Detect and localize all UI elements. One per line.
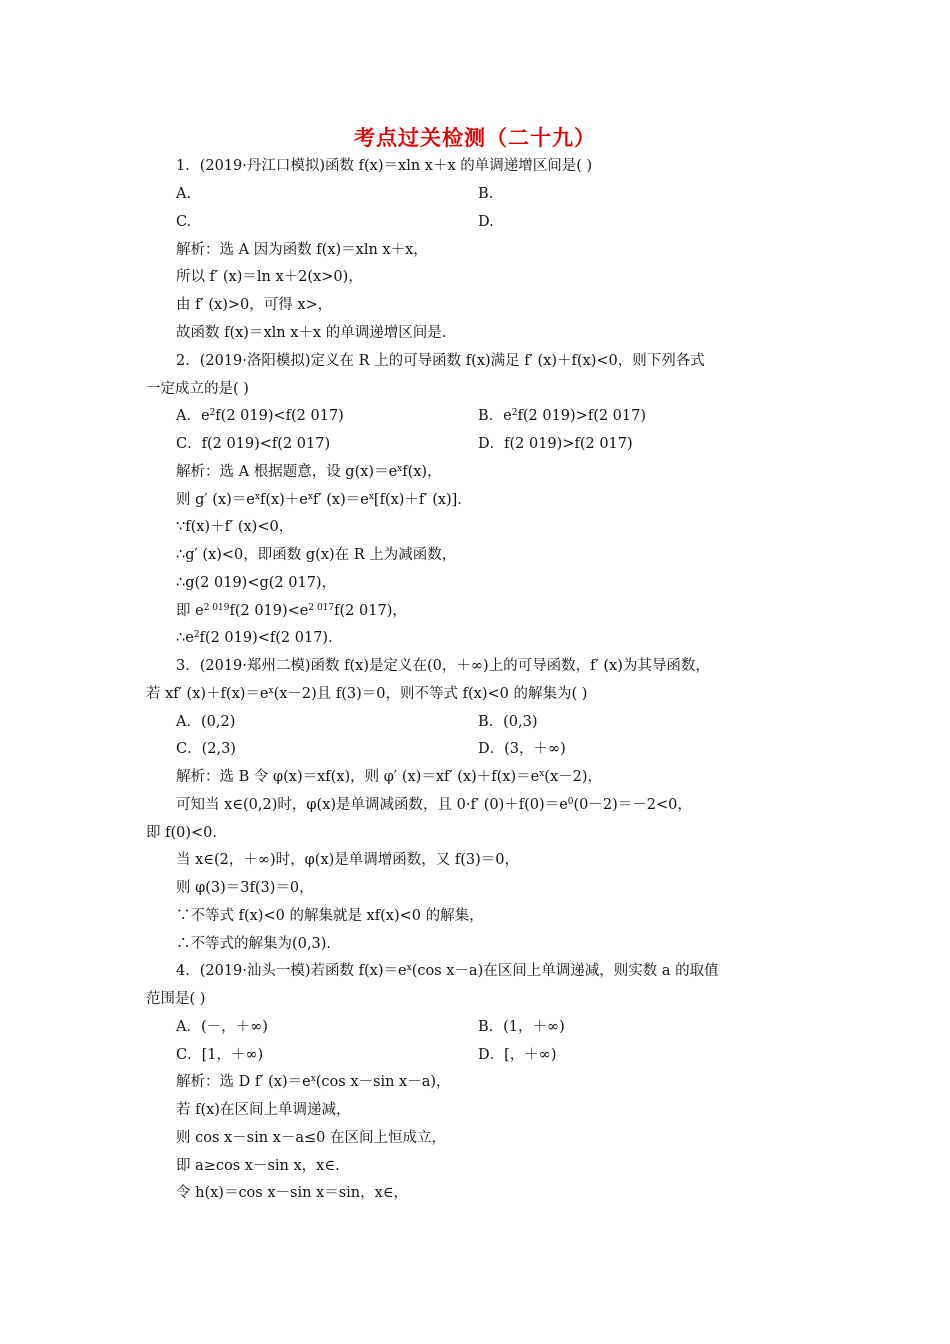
q3-option-a: A．(0,2)	[176, 714, 236, 730]
q1-solution-line: 解析：选 A 因为函数 f(x)＝xln x＋x，	[176, 242, 428, 258]
q3-solution-line: 可知当 x∈(0,2)时，φ(x)是单调减函数，且 0·f′ $(0)+f(0)=e^0(0-2)=-2<0$，	[176, 797, 692, 813]
q2-stem-continued: 一定成立的是( )	[146, 381, 249, 397]
q3-stem: 3．(2019·郑州二模)函数 f(x)是定义在(0，＋∞)上的可导函数，f′ (x)为其导函数，	[176, 658, 710, 674]
q2-stem: 2．(2019·洛阳模拟)定义在 R 上的可导函数 f(x)满足 f′ (x)＋f(x)<0，则下列各式	[176, 353, 705, 369]
q2-solution-line: ∴g′ (x)<0，即函数 g(x)在 R 上为减函数，	[176, 547, 457, 563]
q4-option-b: B．(1，＋∞)	[478, 1019, 565, 1035]
q3-option-d: D．(3，＋∞)	[478, 741, 566, 757]
q2-option-c: C．f(2 019)<f(2 017)	[176, 436, 331, 452]
q4-option-d: D．[，＋∞)	[478, 1047, 557, 1063]
q1-solution-line: 故函数 f(x)＝xln x＋x 的单调递增区间是.	[176, 325, 447, 341]
q2-solution-line: ∴g(2 019)<g(2 017)，	[176, 575, 337, 591]
q3-stem-continued: 若 xf′ $(x)+f(x)=e^x(x-2)$且 f(3)＝0，则不等式 f(x)<0 的解集为( )	[146, 686, 588, 702]
q1-solution-line: 所以 f′ (x)＝ln x＋2(x>0)，	[176, 269, 363, 285]
q4-stem-continued: 范围是( )	[146, 991, 206, 1007]
q2-solution-line: $\therefore e^2f(2$ 019)<f(2 017)．	[176, 630, 343, 646]
q2-option-d: D．f(2 019)>f(2 017)	[478, 436, 633, 452]
q1-solution-line: 由 f′ (x)>0，可得 x>，	[176, 297, 333, 313]
q1-option-b: B.	[478, 186, 494, 202]
q3-solution-line: ∴不等式的解集为(0,3)．	[176, 936, 341, 952]
q3-solution-line: 解析：选 B 令 φ(x)＝xf(x)，则 φ′ (x)＝xf′ $(x)+f(x)=e^x(x-2)$，	[176, 769, 602, 785]
q2-solution-line: 即 $e^{2 019}f(2$ $019)<e^{2 017}f(2$ 017)，	[176, 603, 407, 619]
q1-option-d: D.	[478, 214, 494, 230]
q4-solution-line: 即 a≥cos x－sin x，x∈.	[176, 1158, 340, 1174]
q1-option-a: A.	[176, 186, 192, 202]
q3-solution-line: 当 x∈(2，＋∞)时，φ(x)是单调增函数，又 f(3)＝0，	[176, 852, 520, 868]
q4-option-a: A．(－，＋∞)	[176, 1019, 268, 1035]
q2-solution-line: 则 g′ $(x)=e^xf(x)+e^xf'$ $(x)=e^x[f(x)+f'$ (x)]．	[176, 492, 472, 508]
q4-solution-line: 令 h(x)＝cos x－sin x＝sin，x∈，	[176, 1185, 409, 1201]
q4-solution-line: 解析：选 D f′ $(x)=e^x(\cos$ x－sin x－a)，	[176, 1074, 451, 1090]
q4-solution-line: 若 f(x)在区间上单调递减，	[176, 1102, 351, 1118]
q4-option-c: C．[1，＋∞)	[176, 1047, 264, 1063]
q3-solution-line: 即 f(0)<0.	[146, 825, 217, 841]
q3-option-b: B．(0,3)	[478, 714, 538, 730]
q3-solution-line: ∵不等式 f(x)<0 的解集就是 xf(x)<0 的解集，	[176, 908, 484, 924]
q2-option-b: B．$e^2f(2$ 019)>f(2 017)	[478, 408, 647, 424]
q4-stem: 4．(2019·汕头一模)若函数 $f(x)=e^x(\cos$ x－a)在区间上单调递减，则实数 a 的取值	[176, 963, 719, 979]
q4-solution-line: 则 cos x－sin x－a≤0 在区间上恒成立，	[176, 1130, 447, 1146]
q2-option-a: A．$e^2f(2$ 019)<f(2 017)	[176, 408, 344, 424]
q1-option-c: C.	[176, 214, 192, 230]
q3-solution-line: 则 φ(3)＝3f(3)＝0，	[176, 880, 314, 896]
page-title: 考点过关检测（二十九）	[354, 125, 596, 150]
q1-stem: 1．(2019·丹江口模拟)函数 f(x)＝xln x＋x 的单调递增区间是( )	[176, 158, 593, 174]
q3-option-c: C．(2,3)	[176, 741, 236, 757]
q2-solution-line: ∵f(x)＋f′ (x)<0，	[176, 519, 294, 535]
q2-solution-line: 解析：选 A 根据题意，设 $g(x)=e^xf(x)$，	[176, 464, 442, 480]
